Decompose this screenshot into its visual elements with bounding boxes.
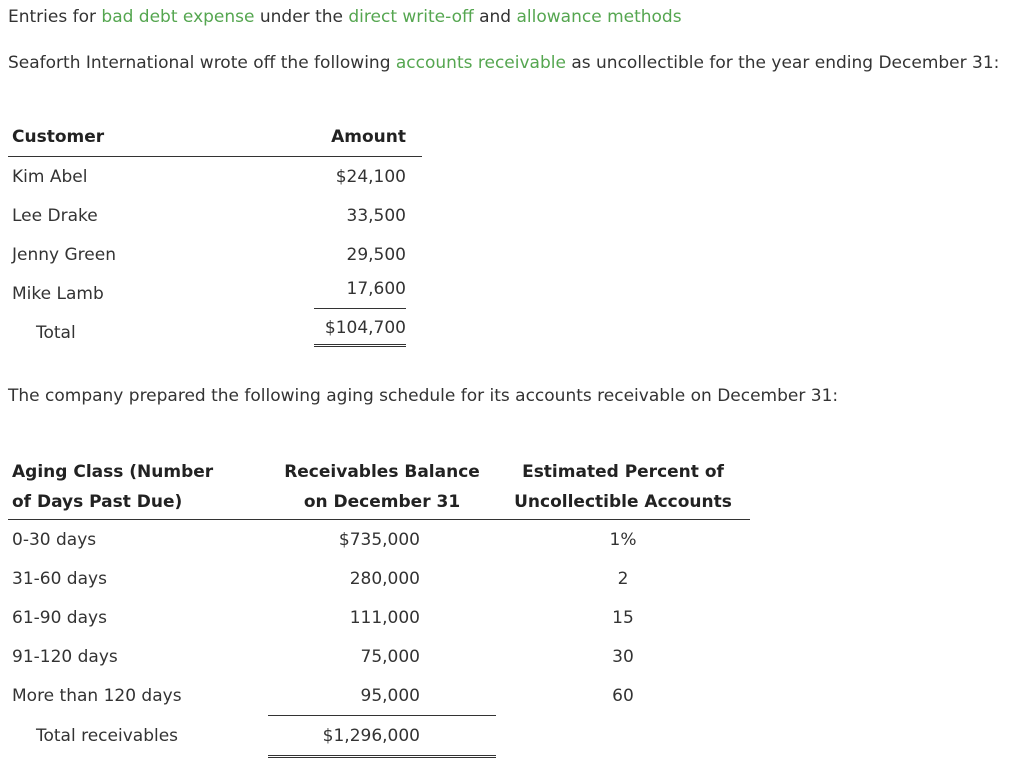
balance-value: 75,000	[360, 646, 420, 667]
bad-debt-expense-link[interactable]: bad debt expense	[101, 7, 255, 27]
table-header-row	[8, 455, 750, 520]
percent-header	[496, 455, 750, 520]
total-label: Total	[36, 322, 76, 343]
header-line: Estimated Percent of	[522, 462, 724, 482]
header-line: of Days Past Due)	[12, 492, 183, 512]
amount-cell	[271, 235, 422, 274]
balance-header	[268, 455, 496, 520]
percent-value: 15	[612, 607, 634, 628]
total-balance-cell	[268, 716, 496, 757]
table-row	[8, 235, 422, 274]
customer-name: Mike Lamb	[12, 283, 104, 304]
amount-value: 29,500	[346, 244, 406, 265]
heading	[8, 7, 682, 27]
amount-value: $24,100	[335, 166, 406, 187]
total-amount: $104,700	[314, 318, 406, 347]
amount-header: Amount	[271, 118, 422, 157]
header-line: on December 31	[303, 492, 461, 512]
customer-header: Customer	[8, 118, 271, 157]
total-amount-cell	[271, 313, 422, 352]
amount-cell	[271, 274, 422, 313]
table-row	[8, 598, 750, 637]
table-row	[8, 676, 750, 716]
percent-value: 60	[612, 685, 634, 706]
balance-cell	[268, 676, 496, 716]
balance-cell	[268, 559, 496, 598]
aging-class: More than 120 days	[12, 685, 182, 706]
allowance-methods-link[interactable]: allowance methods	[516, 7, 682, 27]
total-balance: $1,296,000	[322, 725, 420, 746]
aging-intro: The company prepared the following aging schedule for its accounts receivable on December 31:	[8, 386, 839, 406]
total-receivables-label: Total receivables	[36, 726, 179, 746]
intro-paragraph	[8, 53, 999, 73]
balance-value: 111,000	[349, 607, 420, 628]
balance-value: 280,000	[349, 568, 420, 589]
total-row	[8, 716, 750, 757]
header-line: Uncollectible Accounts	[514, 492, 732, 512]
heading-text: and	[473, 7, 517, 27]
percent-value: 30	[612, 646, 634, 667]
aging-class: 0-30 days	[12, 529, 97, 550]
heading-text: Entries for	[8, 7, 102, 27]
empty-cell	[496, 716, 750, 757]
balance-value: 95,000	[360, 685, 420, 706]
percent-value: 1%	[609, 529, 637, 550]
balance-value: $735,000	[338, 529, 420, 550]
percent-value: 2	[617, 568, 629, 589]
aging-class-header	[8, 455, 268, 520]
balance-cell	[268, 520, 496, 560]
header-line: Receivables Balance	[284, 462, 480, 482]
table-row	[8, 520, 750, 560]
table-row	[8, 274, 422, 313]
balance-cell	[268, 637, 496, 676]
customer-name: Kim Abel	[12, 166, 88, 187]
aging-class: 61-90 days	[12, 607, 107, 628]
direct-write-off-link[interactable]: direct write-off	[348, 7, 474, 27]
table-row	[8, 196, 422, 235]
writeoff-table	[8, 118, 422, 352]
total-row	[8, 313, 422, 352]
table-header-row	[8, 118, 422, 157]
amount-cell	[271, 157, 422, 197]
amount-cell	[271, 196, 422, 235]
customer-name: Jenny Green	[12, 244, 116, 265]
intro-text: Seaforth International wrote off the following	[8, 53, 396, 73]
customer-name: Lee Drake	[12, 205, 98, 226]
aging-schedule-table	[8, 455, 750, 758]
table-row	[8, 559, 750, 598]
heading-text: under the	[254, 7, 349, 27]
header-line: Aging Class (Number	[12, 462, 214, 482]
intro-text: as uncollectible for the year ending December 31:	[565, 53, 1000, 73]
aging-class: 91-120 days	[12, 646, 118, 667]
table-row	[8, 157, 422, 197]
amount-value: 17,600	[314, 279, 406, 309]
accounts-receivable-link[interactable]: accounts receivable	[395, 53, 566, 73]
aging-class: 31-60 days	[12, 568, 107, 589]
amount-value: 33,500	[346, 205, 406, 226]
table-row	[8, 637, 750, 676]
balance-cell	[268, 598, 496, 637]
